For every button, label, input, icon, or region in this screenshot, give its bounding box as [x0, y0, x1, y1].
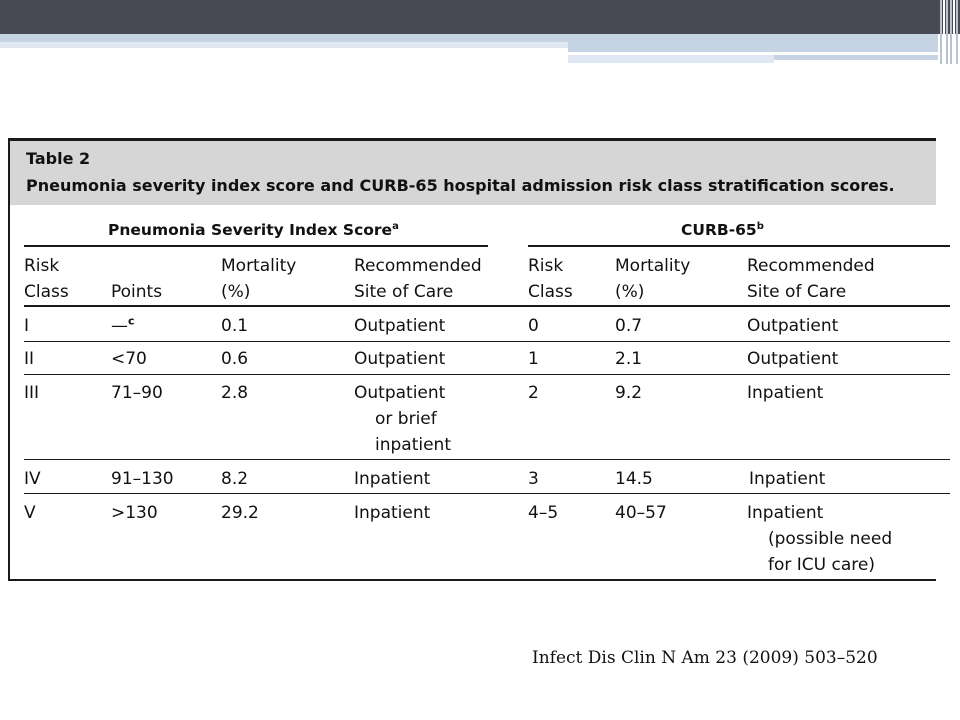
site-of-care-cell: Outpatient — [354, 316, 446, 336]
site-of-care-cell: Outpatient — [354, 349, 446, 369]
slide-header-stripe — [774, 55, 938, 60]
points-cell: <70 — [111, 349, 147, 369]
table-figure — [8, 138, 936, 581]
table-label: Table 2 — [26, 149, 91, 168]
row-rule — [24, 341, 950, 342]
curb-column-header-site-of-care: Recommended Site of Care — [747, 256, 875, 302]
curb-risk-class-cell: 0 — [528, 316, 539, 336]
curb-mortality-cell: 14.5 — [615, 469, 653, 489]
column-header-points: Points — [111, 282, 163, 302]
curb-risk-class-cell: 3 — [528, 469, 539, 489]
slide-header-stripe — [0, 34, 938, 42]
column-header-risk-class: Risk Class — [24, 256, 69, 302]
footnote-marker: c — [128, 314, 135, 328]
header-rule — [24, 305, 950, 307]
curb-group-heading: CURB-65$^b$ — [681, 220, 764, 239]
site-of-care-cell: Outpatient or brief inpatient — [354, 383, 451, 455]
risk-class-cell: II — [24, 349, 35, 369]
curb-site-of-care-cell: Inpatient — [747, 383, 824, 403]
risk-class-cell: V — [24, 503, 36, 523]
curb-site-of-care-cell: Outpatient — [747, 349, 839, 369]
table-caption — [10, 141, 936, 205]
curb-site-of-care-cell: Inpatient — [749, 469, 826, 489]
mortality-cell: 0.6 — [221, 349, 249, 369]
curb-mortality-cell: 2.1 — [615, 349, 643, 369]
curb-site-of-care-cell: Outpatient — [747, 316, 839, 336]
slide-header-stripe — [0, 42, 568, 48]
column-header-site-of-care: Recommended Site of Care — [354, 256, 482, 302]
mortality-cell: 0.1 — [221, 316, 249, 336]
points-cell: 71–90 — [111, 383, 163, 403]
mortality-cell: 2.8 — [221, 383, 249, 403]
risk-class-cell: III — [24, 383, 40, 403]
psi-heading-rule — [24, 245, 488, 247]
points-cell: —$^c$ — [111, 314, 135, 336]
row-rule — [24, 493, 950, 494]
column-header-mortality: Mortality (%) — [221, 256, 297, 302]
slide-corner-lines — [938, 0, 960, 64]
site-of-care-cell: Inpatient — [354, 503, 431, 523]
risk-class-cell: IV — [24, 469, 41, 489]
curb-heading-rule — [528, 245, 950, 247]
site-of-care-cell: Inpatient — [354, 469, 431, 489]
points-cell: >130 — [111, 503, 158, 523]
curb-risk-class-cell: 4–5 — [528, 503, 559, 523]
curb-mortality-cell: 0.7 — [615, 316, 643, 336]
slide-header-stripe — [568, 55, 774, 63]
footnote-marker: b — [756, 220, 764, 232]
curb-mortality-cell: 40–57 — [615, 503, 667, 523]
footnote-marker: a — [392, 220, 399, 232]
risk-class-cell: I — [24, 316, 30, 336]
row-rule — [24, 459, 950, 460]
curb-site-of-care-cell: Inpatient (possible need for ICU care) — [747, 503, 893, 575]
curb-risk-class-cell: 1 — [528, 349, 539, 369]
slide-header-bar — [0, 0, 938, 34]
curb-column-header-mortality: Mortality (%) — [615, 256, 691, 302]
slide-header-stripe — [568, 42, 938, 52]
mortality-cell: 8.2 — [221, 469, 249, 489]
mortality-cell: 29.2 — [221, 503, 259, 523]
psi-group-heading: Pneumonia Severity Index Score$^a$ — [108, 220, 399, 239]
source-citation: Infect Dis Clin N Am 23 (2009) 503–520 — [532, 648, 878, 668]
points-cell: 91–130 — [111, 469, 174, 489]
curb-risk-class-cell: 2 — [528, 383, 539, 403]
row-rule — [24, 374, 950, 375]
curb-mortality-cell: 9.2 — [615, 383, 643, 403]
curb-column-header-risk-class: Risk Class — [528, 256, 573, 302]
table-title: Pneumonia severity index score and CURB-65 hospital admission risk class stratification scores. — [26, 176, 895, 195]
